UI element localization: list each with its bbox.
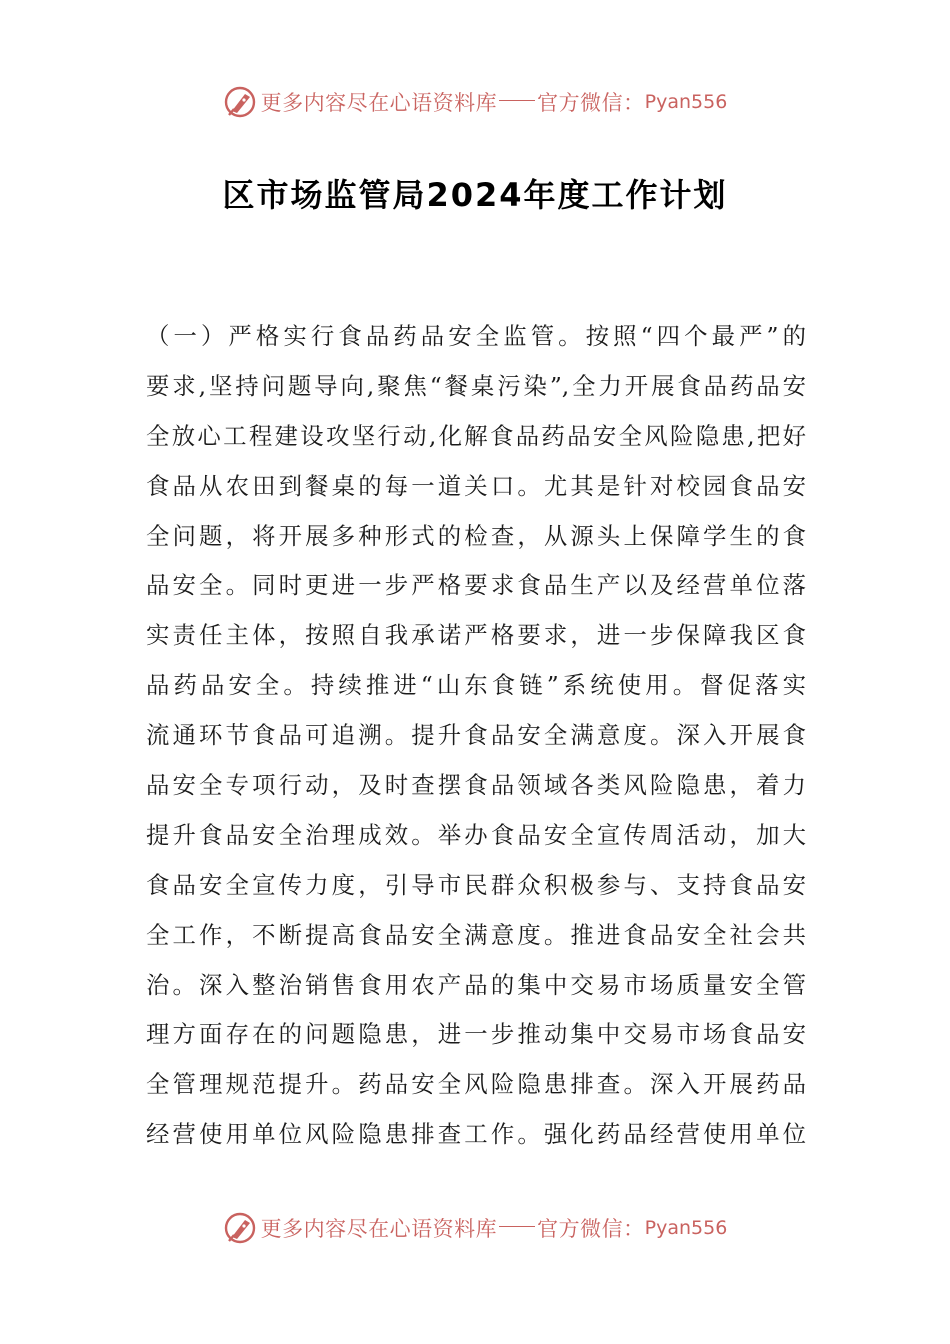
body-line: 要求,坚持问题导向,聚焦“餐桌污染”,全力开展食品药品安 [146,371,806,400]
footer-banner [0,1208,950,1248]
body-line: 全放心工程建设攻坚行动,化解食品药品安全风险隐患,把好 [146,421,806,450]
banner-label: 官方微信： [537,91,645,115]
document-body [146,312,806,1160]
body-line: 全管理规范提升。药品安全风险隐患排查。深入开展药品 [146,1070,806,1099]
body-line: 品药品安全。持续推进“山东食链”系统使用。督促落实 [146,671,806,700]
page-title: 区市场监管局2024年度工作计划 [222,176,728,214]
body-line: 治。深入整治销售食用农产品的集中交易市场质量安全管 [146,970,806,999]
body-line: 品安全。同时更进一步严格要求食品生产以及经营单位落 [146,571,806,600]
banner-text: 更多内容尽在心语资料库 [260,91,498,115]
banner-text: 更多内容尽在心语资料库 [260,1217,498,1241]
body-line: 流通环节食品可追溯。提升食品安全满意度。深入开展食 [146,721,806,750]
body-line: 品安全专项行动，及时查摆食品领域各类风险隐患，着力 [146,771,806,800]
banner-account: Pyan556 [644,1217,728,1239]
body-line: 食品从农田到餐桌的每一道关口。尤其是针对校园食品安 [146,471,806,500]
body-line: 全工作，不断提高食品安全满意度。推进食品安全社会共 [146,920,806,949]
body-line: （一）严格实行食品药品安全监管。按照“四个最严”的 [146,322,806,350]
header-banner [0,82,950,122]
banner-divider [499,100,535,101]
pen-nib-logo-icon [223,85,257,119]
body-line: 实责任主体，按照自我承诺严格要求，进一步保障我区食 [146,621,806,650]
body-line: 提升食品安全治理成效。举办食品安全宣传周活动，加大 [146,820,806,849]
body-line: 理方面存在的问题隐患，进一步推动集中交易市场食品安 [146,1020,806,1049]
banner-account: Pyan556 [644,91,728,113]
body-line: 食品安全宣传力度，引导市民群众积极参与、支持食品安 [146,870,806,899]
body-line: 经营使用单位风险隐患排查工作。强化药品经营使用单位 [146,1120,806,1149]
body-line: 全问题，将开展多种形式的检查，从源头上保障学生的食 [146,521,806,550]
banner-divider [499,1226,535,1227]
banner-label: 官方微信： [537,1217,645,1241]
pen-nib-logo-icon [223,1211,257,1245]
